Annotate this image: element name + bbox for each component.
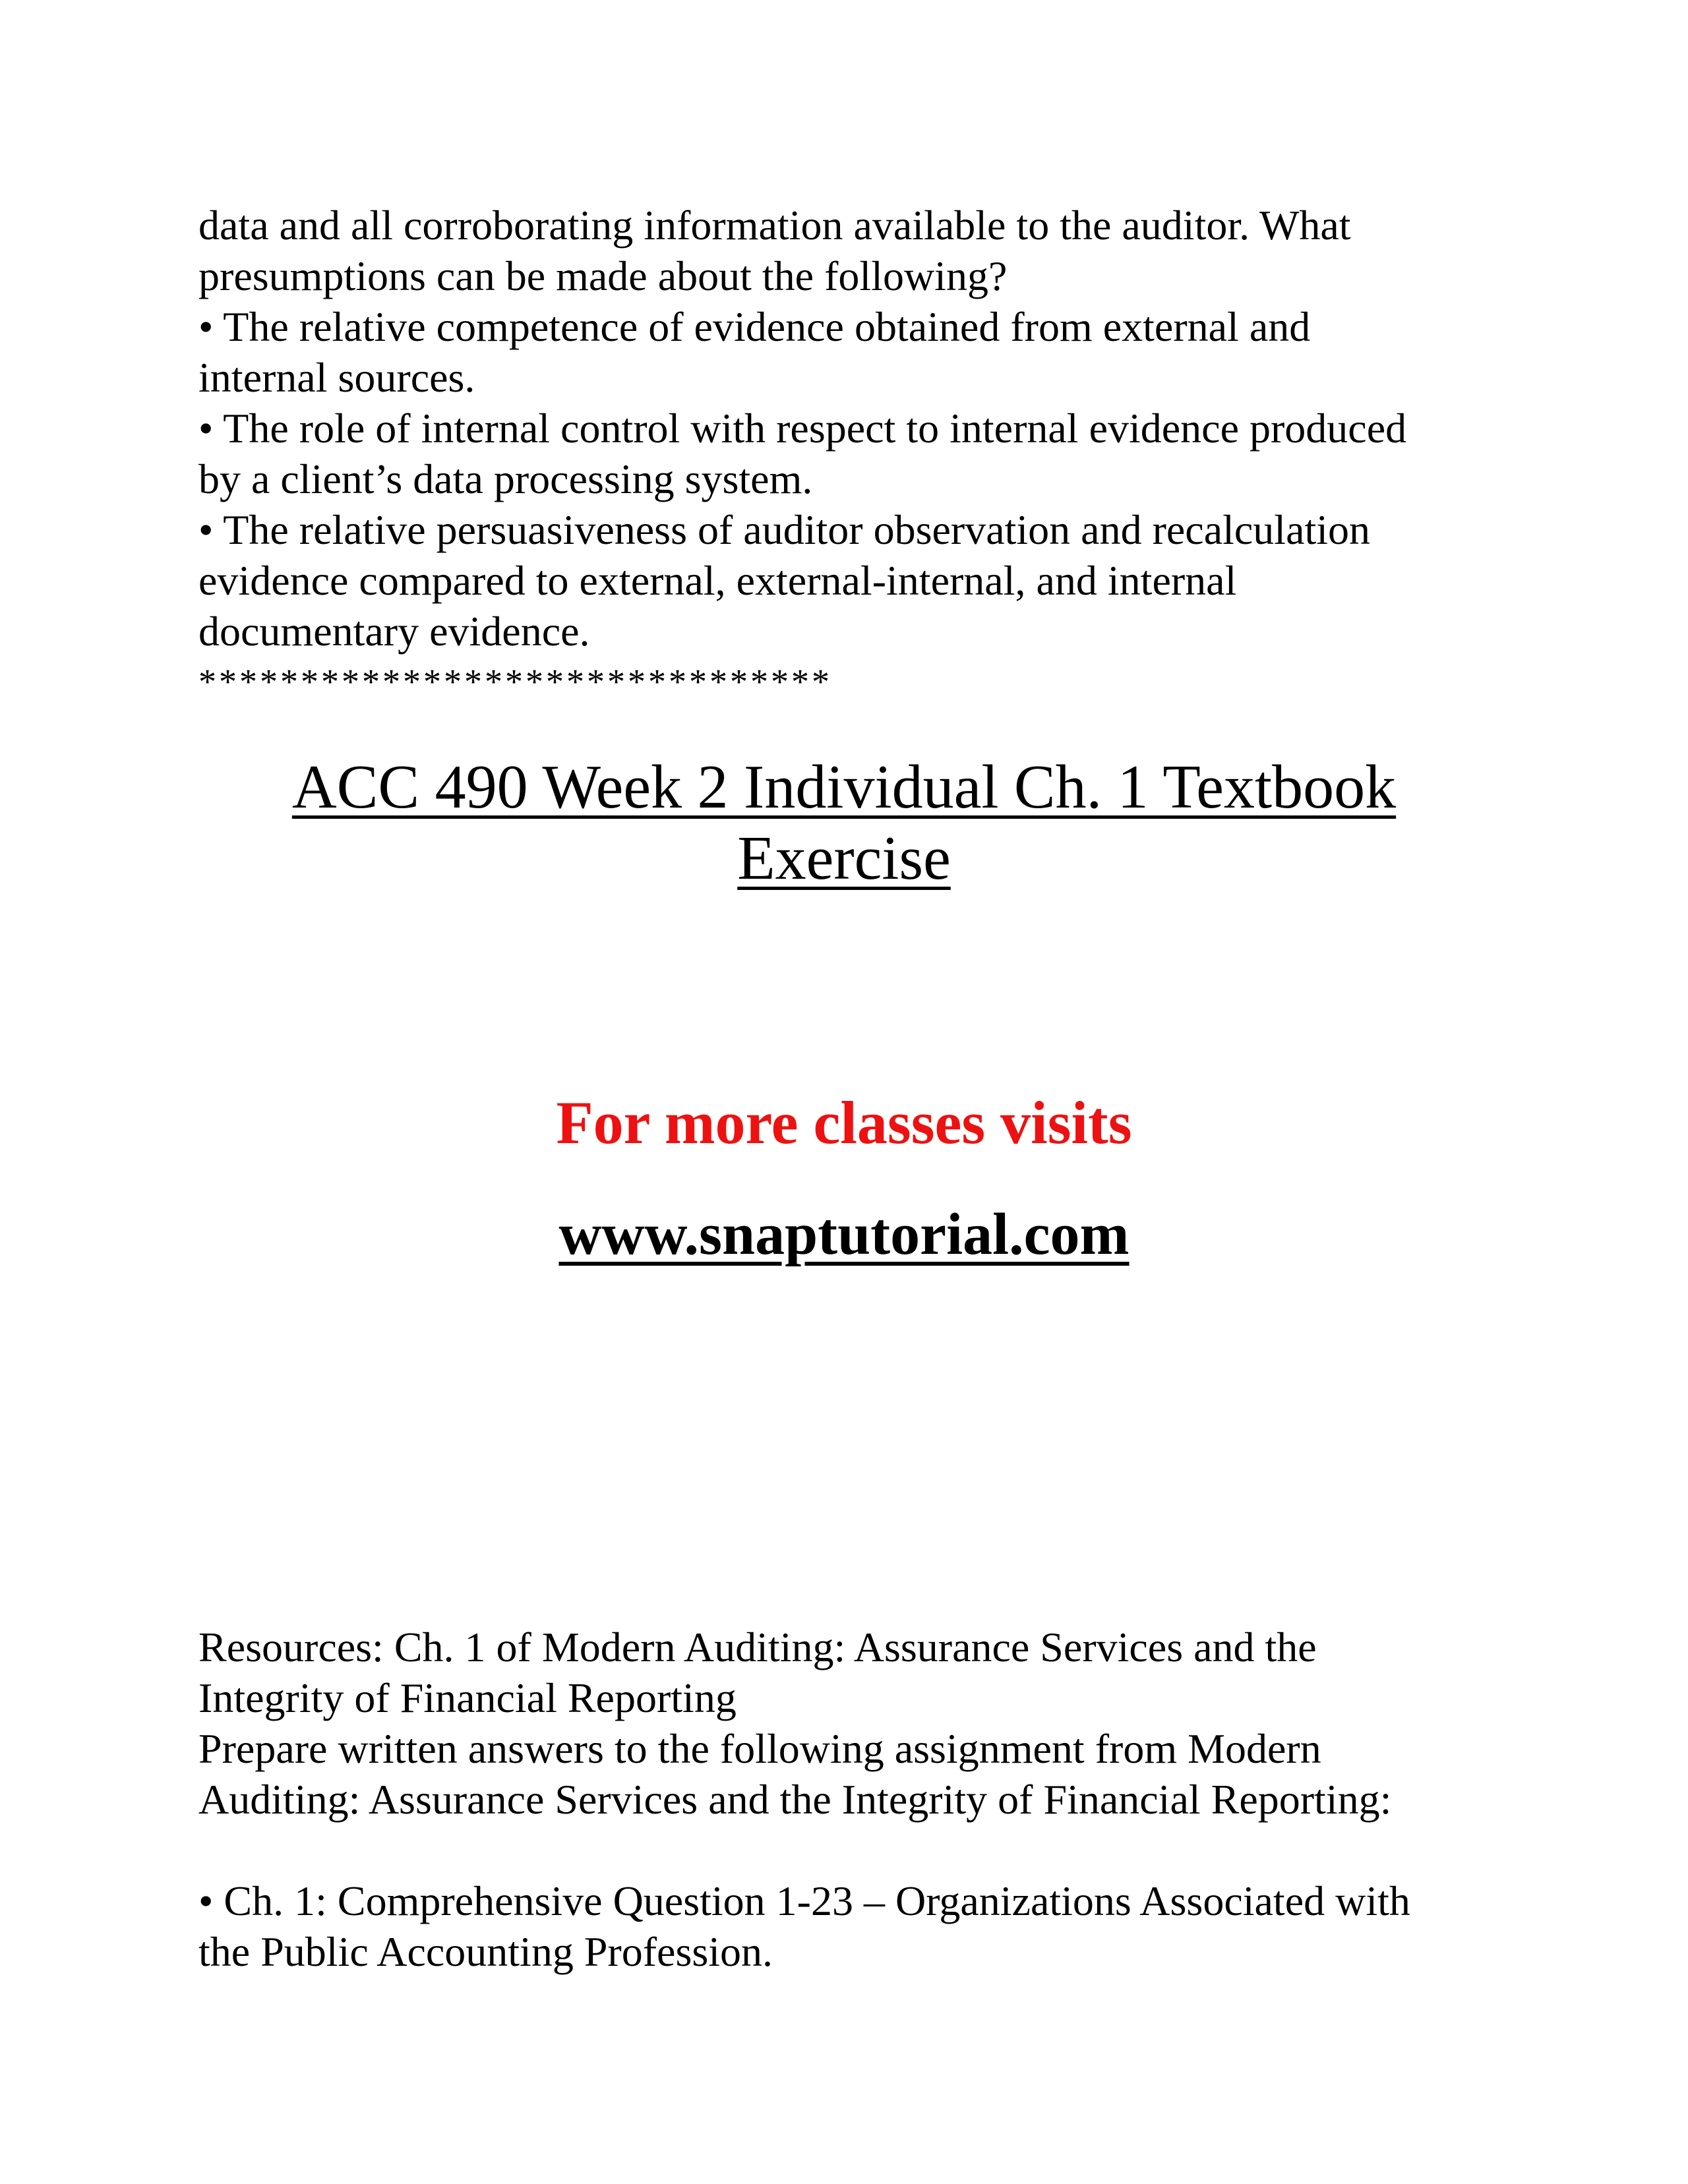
question-paragraph [198, 1875, 1517, 1977]
text-line: Integrity of Financial Reporting [198, 1674, 737, 1721]
asterisk-separator: ******************************* [198, 662, 832, 701]
text-line: data and all corroborating information available to the auditor. What [198, 202, 1351, 249]
text-line: evidence compared to external, external-internal, and internal [198, 557, 1237, 604]
bullet-item: • The relative persuasiveness of auditor observation and recalculation [198, 506, 1371, 553]
text-line: Resources: Ch. 1 of Modern Auditing: Assurance Services and the [198, 1624, 1317, 1670]
text-line: Auditing: Assurance Services and the Integrity of Financial Reporting: [198, 1776, 1392, 1823]
website-link[interactable]: www.snaptutorial.com [558, 1202, 1130, 1267]
bullet-item: • The relative competence of evidence obtained from external and [198, 303, 1311, 350]
resources-paragraph [198, 1622, 1517, 1825]
text-line: internal sources. [198, 354, 475, 401]
intro-paragraph [198, 200, 1517, 707]
text-line: documentary evidence. [198, 608, 590, 655]
text-line: presumptions can be made about the following? [198, 252, 1008, 299]
text-line: Prepare written answers to the following assignment from Modern [198, 1725, 1321, 1772]
title-line: Exercise [737, 824, 951, 893]
page-title [0, 752, 1688, 894]
bullet-item: • The role of internal control with respect to internal evidence produced [198, 405, 1407, 452]
text-line: the Public Accounting Profession. [198, 1928, 773, 1975]
text-line: by a client’s data processing system. [198, 456, 813, 502]
bullet-item: • Ch. 1: Comprehensive Question 1-23 – Organizations Associated with [198, 1877, 1410, 1924]
promo-text: For more classes visits [556, 1089, 1132, 1156]
title-line: ACC 490 Week 2 Individual Ch. 1 Textbook [291, 753, 1397, 821]
